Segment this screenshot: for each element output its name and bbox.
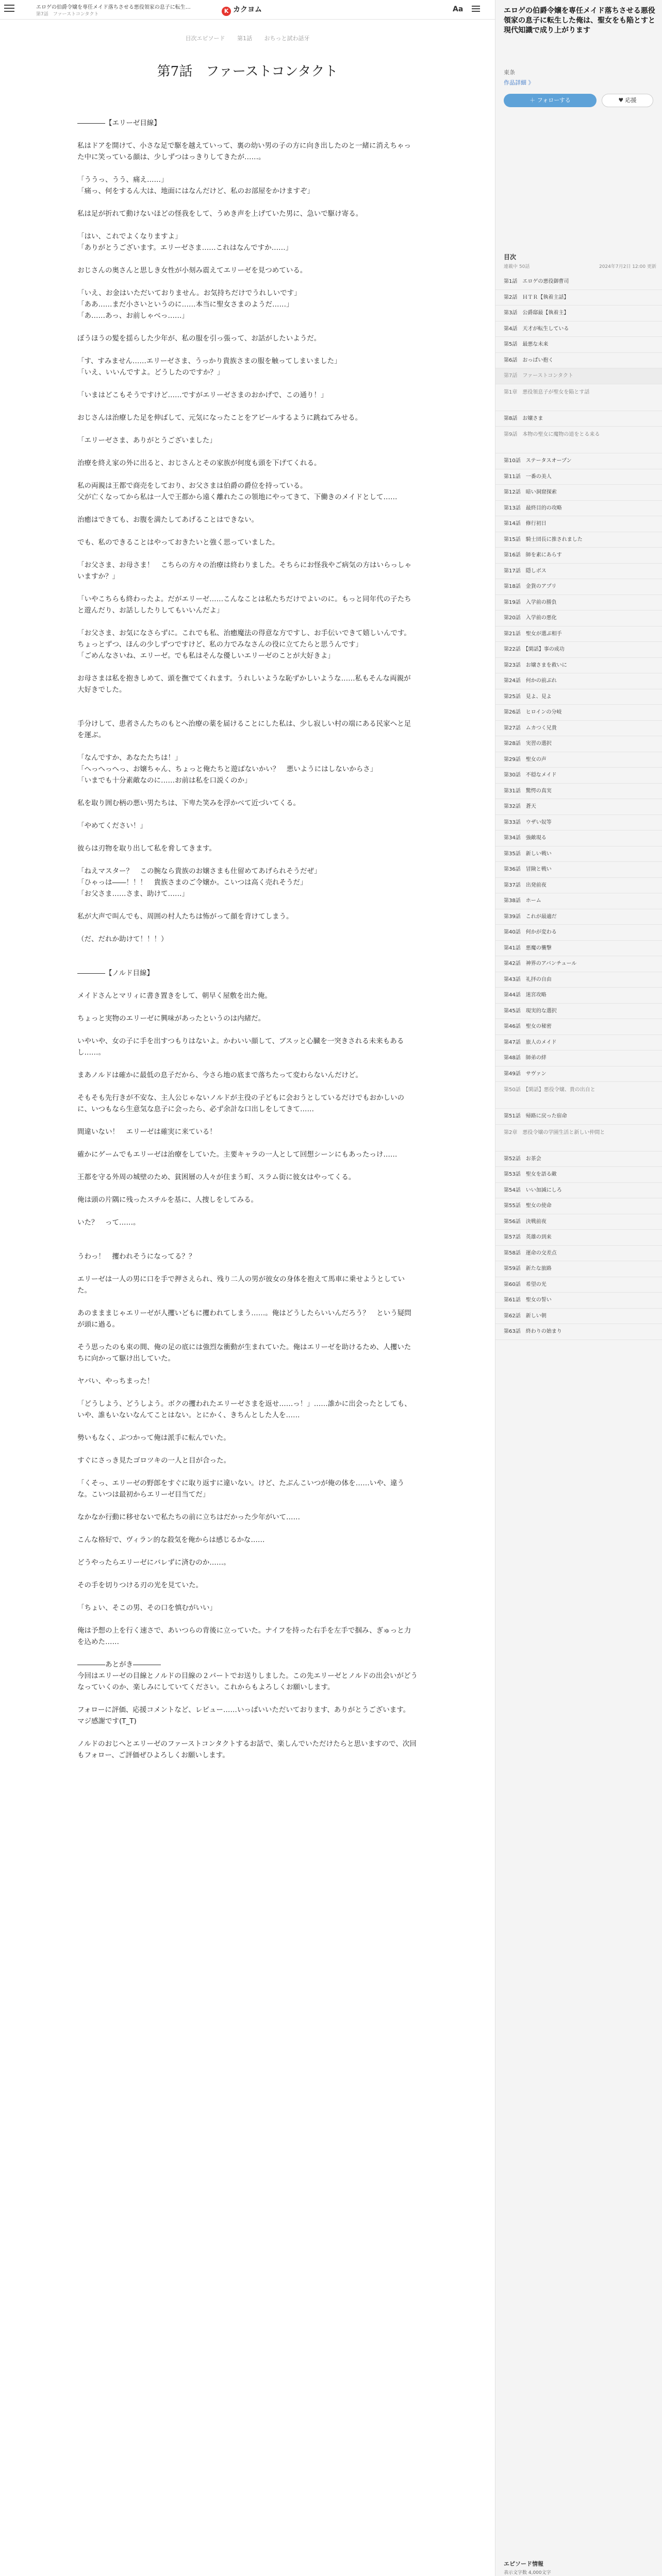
work-info-link[interactable]: 作品詳細 》 [504,79,534,86]
body-paragraph: 「なんですか、あなたたちは！」 [77,754,182,762]
episode-info-heading: エピソード情報 [504,2561,543,2567]
body-paragraph [77,129,418,140]
toc-episode-link[interactable]: 第2話 ＨＴＲ【執着主話】 [495,290,662,306]
body-paragraph [77,1727,418,1738]
body-paragraph: 「ひゃっは――！！！ 貴族さまのご令嬢か。こいつは高く売れそうだ」 [77,878,307,887]
body-paragraph: そもそも先行きが不安な、主人公じゃないノルドが主役の子どもに会おうとしているだけでもおかしいのに、いつもなら生意気な息子に会ったら、必ず余計な口出しをしてきて…… [77,1094,404,1113]
body-paragraph: マジ感謝です(T_T) [77,1717,137,1725]
body-paragraph [77,1160,418,1172]
breadcrumb-item[interactable]: おちっと試わ話牙 [264,35,310,42]
body-paragraph [77,163,418,174]
body-paragraph [77,446,418,457]
body-paragraph: ――――【エリーゼ目線】 [77,119,161,127]
toc-episode-link[interactable]: 第58話 運命の交差点 [495,1246,662,1262]
body-paragraph [77,219,418,231]
body-paragraph: 「ううっ、うう、痛え……」 [77,176,168,184]
body-paragraph: 私が大声で叫んでも、周囲の村人たちは怖がって顔を背けてしまう。 [77,912,293,921]
site-logo[interactable] [222,4,262,16]
body-paragraph [77,786,418,798]
toc-episode-link[interactable]: 第62話 新しい朝 [495,1309,662,1325]
toc-list [495,274,662,1340]
body-paragraph: 「へっへっへっ、お嬢ちゃん、ちょっと俺たちと遊ばないかい？ 悪いようにはしないからさ」 [77,765,377,773]
episode-title: 第7話 ファーストコンタクト [157,64,338,79]
body-paragraph [77,526,418,537]
body-paragraph: いやいや、女の子に手を出すつもりはないよ。かわいい顔して、ブスッと心臓を一突きされる未来もあるし……。 [77,1037,404,1057]
toc-meta-updated: 2024年7月2日 12:00 更新 [599,264,656,269]
header-episode-label: 第7話 ファーストコンタクト [36,12,99,17]
body-paragraph [77,1058,418,1070]
body-paragraph: 勢いもなく、ぶつかって俺は派手に転んでいた。 [77,1434,230,1442]
toc-episode-link[interactable]: 第4話 天才が転生している [495,321,662,337]
sidebar [495,0,662,2576]
body-paragraph [77,276,418,287]
toc-episode-link[interactable]: 第37話 出発前夜 [495,878,662,894]
body-paragraph: 「いえ、いいんですよ。どうしたのですか？」 [77,368,224,377]
toc-episode-link[interactable]: 第48話 師弟の絆 [495,1050,662,1066]
body-paragraph [77,1206,418,1217]
toc-episode-link[interactable]: 第9話 本物の聖女に魔物の道をとる来る [495,427,662,453]
toc-episode-link[interactable]: 第14話 修行初日 [495,516,662,532]
body-paragraph: 「ありがとうございます。エリーゼさま……これはなんですか……」 [77,244,293,252]
body-paragraph: 「お父さま、お気になさらずに。これでも私、治癒魔法の得意な方ですし、お手伝いできて嬉しいんです。ちょっとずつ、ほんの少しずつですけど、私の力でみなさんの役に立てたらと思うんです」 [77,629,411,649]
toc-episode-link[interactable]: 第12話 暗い洞窟探索 [495,485,662,501]
toc-episode-link[interactable]: 第31話 驚愕の真実 [495,784,662,800]
body-paragraph: 「どうしよう、どうしよう。ボクの攫われたエリーゼさまを返せ……っ！」……誰かに出会ったとしても、いや、誰もいないなんてことはない。とにかく、きちんとした人を…… [77,1400,411,1419]
episode-info [504,2570,656,2576]
body-paragraph [77,1364,418,1376]
body-paragraph [77,321,418,333]
toc-episode-link[interactable]: 第60話 希望の光 [495,1277,662,1293]
body-paragraph: 私を取り囲む柄の悪い男たちは、下卑た笑みを浮かべて近づいてくる。 [77,799,300,807]
body-paragraph [77,1387,418,1398]
body-paragraph [77,741,418,752]
toc-episode-link[interactable]: 第49話 サヴァン [495,1066,662,1082]
toc-episode-link[interactable]: 第10話 ステータスオープン [495,453,662,469]
body-paragraph: おじさんは治療した足を伸ばして、元気になったことをアピールするように跳ねてみせる。 [77,414,362,422]
body-paragraph [77,1466,418,1478]
body-paragraph: 今回はエリーゼの目線とノルドの目線の２パートでお送りしました。この先エリーゼとノルドの出会いがどうなっていくのか、楽しみにしていてください。これからもよろしくお願いします。 [77,1672,418,1691]
toc-episode-link[interactable]: 第28話 実習の選択 [495,736,662,752]
toc-episode-link[interactable]: 第5話 最悪な未来 [495,337,662,353]
toc-meta-status: 連載中 50話 [504,264,530,269]
body-paragraph [77,1330,418,1342]
toc-episode-link[interactable]: 第52話 お茶会 [495,1151,662,1167]
body-paragraph [77,401,418,412]
toc-episode-link[interactable]: 第6話 おっぱい抱く [495,353,662,369]
body-paragraph [77,809,418,820]
body-paragraph: お母さまは私を抱きしめて、頭を撫でてくれます。うれしいような恥ずかしいような……私もそんな両親が大好きでした。 [77,674,411,694]
toc-episode-link[interactable]: 第57話 英雄の到来 [495,1230,662,1246]
body-paragraph: 「いまでも十分素敵なのに……お前は私を口説くのか」 [77,776,252,785]
body-paragraph: 私の両親は王都で商売をしており、お父さまは伯爵の爵位を持っている。 [77,482,307,490]
toc-episode-link[interactable]: 第21話 聖女が選ぶ相手 [495,626,662,642]
body-paragraph: 俺は予想の上を行く速さで、あいつらの背後に立っていた。ナイフを持った右手を左手で掴み、ぎゅっと力を込めた…… [77,1626,411,1646]
body-paragraph [77,1296,418,1308]
toc-episode-link[interactable]: 第32話 蒼天 [495,799,662,815]
body-paragraph [77,1444,418,1455]
body-paragraph: 手分けして、患者さんたちのもとへ治療の薬を届けることにした私は、少し寂しい村の端にある民家へと足を運ぶ。 [77,720,411,739]
body-paragraph: でも、私のできることはやっておきたいと強く思っていました。 [77,538,279,547]
body-paragraph: 「ごめんなさいね、エリーゼ。でも私はそんな優しいエリーゼのことが大好きよ」 [77,652,335,660]
body-paragraph [77,1648,418,1659]
body-paragraph [77,1693,418,1704]
toc-episode-link[interactable]: 第63話 終わりの始まり [495,1324,662,1340]
body-paragraph: 「やめてください！」 [77,822,147,830]
toc-episode-link[interactable]: 第27話 ムカつく兄貴 [495,721,662,737]
body-paragraph: 「はい、これでよくなりますよ」 [77,232,182,241]
toc-episode-link[interactable]: 第18話 金貨のアプリ [495,579,662,595]
toc-episode-link[interactable]: 第33話 ウザい奴等 [495,815,662,831]
body-paragraph: 「お父さま、お母さま！ こちらの方々の治療は終わりました。そちらにお怪我やご病気の方はいらっしゃいますか？」 [77,561,411,581]
body-paragraph: 「痛っ、何をするん大は、地面にはなんだけど、私のお部屋をかけますぞ」 [77,187,314,195]
top-header [0,0,495,20]
body-paragraph [77,197,418,208]
toc-episode-link[interactable]: 第26話 ヒロインの分岐 [495,705,662,721]
toc-episode-link[interactable]: 第51話 帰路に戻った宿命 [495,1109,662,1125]
body-paragraph: おじさんの奥さんと思しき女性が小刻み震えてエリーゼを見つめている。 [77,266,307,275]
body-paragraph: 王都を守る外周の城壁のため、貧困層の人々が住まう町、スラム街に彼女はやってくる。 [77,1173,356,1181]
toc-episode-link[interactable]: 第19話 入学前の勝負 [495,595,662,611]
body-paragraph: （だ、だれか助けて！！！） [77,935,168,943]
breadcrumb-item[interactable]: 第1話 [237,35,252,42]
body-paragraph: なかなか行動に移せないで私たちの前に立ちはだかった少年がいて…… [77,1513,300,1521]
body-paragraph [77,696,418,707]
body-paragraph: 「お父さま……さま、助けて……」 [77,890,189,898]
toc-episode-link[interactable]: 第3話 公爵邸最【執着主】 [495,306,662,321]
body-paragraph [77,662,418,673]
body-paragraph: 「いえ、お金はいただいておりません。お気持ちだけでうれしいです」 [77,289,301,297]
toc-episode-link[interactable]: 第47話 旅人のメイド [495,1035,662,1051]
body-paragraph: いた？ って……。 [77,1218,140,1227]
toc-episode-link[interactable]: 第61話 聖女の誓い [495,1293,662,1309]
body-paragraph [77,832,418,843]
body-paragraph: ちょっと実物のエリーゼに興味があったというのは内緒だ。 [77,1014,266,1023]
body-paragraph [77,423,418,435]
body-paragraph [77,378,418,389]
toc-episode-link[interactable]: 第23話 お嬢さまを救いに [495,658,662,674]
toc-episode-link[interactable]: 第36話 冒険と戦い [495,862,662,878]
toc-episode-link[interactable]: 第16話 師を素にあらす [495,548,662,564]
body-paragraph [77,1614,418,1625]
body-paragraph [77,616,418,628]
toc-episode-link[interactable]: 第45話 現実的な選択 [495,1004,662,1020]
body-paragraph: ノルドのおじへとエリーゼのファーストコンタクトするお話で、楽しんでいただけたらと思いますので、次回もフォロー、ご評価ぜひよろしくお願いします。 [77,1740,417,1759]
body-paragraph [77,979,418,990]
body-paragraph [77,1228,418,1240]
body-paragraph: ヤバい、やっちまった！ [77,1377,154,1385]
body-paragraph: 「いまはどこもそうですけど……ですがエリーゼさまのおかげで、この通り！」 [77,391,328,399]
toc-episode-link[interactable]: 第11話 一番の美人 [495,469,662,485]
body-paragraph [77,1240,418,1251]
body-paragraph [77,1024,418,1036]
body-paragraph [77,854,418,866]
body-paragraph: 「ああ……まだ小さいというのに……本当に聖女さまのようだ……」 [77,300,293,309]
sidebar-work-title[interactable]: エロゲの伯爵令嬢を専任メイド落ちさせる悪役領家の息子に転生した俺は、聖女をも陥とすと現代知識で成り上がります [504,7,655,35]
toc-episode-link[interactable]: 第8話 お嬢さま [495,411,662,427]
font-size-button[interactable]: Aa [453,5,464,13]
toc-episode-link[interactable]: 第25話 見よ、見よ [495,689,662,705]
body-paragraph: 「す、すみません……エリーゼさま、うっかり貴族さまの服を触ってしまいました」 [77,357,341,365]
body-paragraph [77,1138,418,1149]
body-paragraph: フォローに評価、応援コメントなど、レビュー……いっぱいいただいております、ありがとうございます。 [77,1706,410,1714]
toc-episode-link[interactable]: 第34話 強敵現る [495,831,662,846]
body-paragraph: 治癒はできても、お腹を満たしてあげることはできない。 [77,516,258,524]
cheer-work-button[interactable]: ♥ 応援 [602,94,653,107]
toc-episode-link[interactable]: 第7話 ファーストコンタクト [495,368,662,384]
body-paragraph: その手を切りつける刃の光を見ていた。 [77,1581,203,1589]
episode-body [77,117,418,1761]
body-paragraph: 「あ……あっ、お前しゃべっ……」 [77,312,189,320]
breadcrumb-item[interactable]: 目次エピソード [185,35,225,42]
header-work-title[interactable]: エロゲの伯爵令嬢を専任メイド落ちさせる悪役領家の息子に転生… [36,5,191,10]
body-paragraph [77,945,418,956]
body-paragraph [77,1262,418,1274]
body-paragraph [77,344,418,355]
body-paragraph: 父が亡くなってから私は一人で王都から遠く離れたこの領地にやってきて、下働きのメイドとして…… [77,493,398,501]
body-paragraph: うわっ！ 攫われそうになってる？？ [77,1252,196,1261]
body-paragraph [77,922,418,934]
body-paragraph [77,1568,418,1580]
body-paragraph [77,1002,418,1013]
body-paragraph: ――――あとがき―――― [77,1660,161,1669]
body-paragraph: 「ちょい、そこの男、その口を慎むがいい」 [77,1604,217,1612]
toc-episode-link[interactable]: 第35話 新しい戦い [495,846,662,862]
body-paragraph: 「くそっ、エリーゼの野郎をすぐに取り返すに違いない。けど、たぶんこいつが俺の体を……いや、違うな。こいつは最初からエリーゼ目当てだ」 [77,1479,404,1499]
toc-episode-link[interactable]: 第39話 これが最適だ [495,909,662,925]
body-paragraph [77,1500,418,1512]
body-paragraph: エリーゼは一人の男に口を手で押さえられ、残り二人の男が彼女の身体を抱えて馬車に乗せようとしていた。 [77,1275,405,1295]
body-paragraph [77,1421,418,1432]
body-paragraph: ――――【ノルド目線】 [77,969,154,977]
toc-episode-link[interactable]: 第43話 礼拝の自由 [495,972,662,988]
body-paragraph [77,1115,418,1126]
menu-icon[interactable] [4,5,14,13]
body-paragraph: あのまままじゃエリーゼが人攫いどもに攫われてしまう……。俺はどうしたらいいんだろう？ という疑問が頭に過る。 [77,1309,411,1329]
toc-episode-link[interactable]: 第22話 【閑話】事の成功 [495,642,662,658]
toc-episode-link[interactable]: 第20話 入学前の悪化 [495,611,662,626]
breadcrumb [0,34,495,42]
toc-episode-link[interactable]: 第46話 聖女の秘密 [495,1019,662,1035]
toc-list-icon[interactable] [472,6,480,13]
toc-episode-link[interactable]: 第1章 悪役領息子が聖女を陥とす話 [495,384,662,411]
body-paragraph [77,1081,418,1092]
follow-button[interactable]: ＋ フォローする [504,94,597,107]
body-paragraph: 俺は頭の片隅に残ったスチルを基に、人捜しをしてみる。 [77,1196,258,1204]
toc-episode-link[interactable]: 第29話 聖女の声 [495,752,662,768]
toc-heading: 目次 [504,253,517,261]
body-paragraph: 私は足が折れて動けないほどの怪我をして、うめき声を上げていた男に、急いで駆け寄る。 [77,210,363,218]
body-paragraph [77,900,418,911]
episode-info-line: 表示文字数 4,000文字 [504,2570,551,2575]
toc-episode-link[interactable]: 第41話 悪魔の襲撃 [495,941,662,957]
toc-episode-link[interactable]: 第40話 何かが変わる [495,925,662,941]
body-paragraph: まあノルドは確かに最低の息子だから、今さら地の底まで落ちたって変わらないんだけど。 [77,1071,362,1079]
toc-episode-link[interactable]: 第17話 隠しボス [495,564,662,580]
body-paragraph [77,548,418,560]
body-paragraph: 私はドアを開けて、小さな足で駆を越えていって、裏の幼い男の子の方に向き出したのと一緒に消えちゃった中に笑っている顔は、少しずつはっきりしてきたが……。 [77,142,411,161]
toc-meta [504,263,656,269]
toc-episode-link[interactable]: 第54話 いい加減にしろ [495,1183,662,1199]
toc-episode-link[interactable]: 第44話 迷宮攻略 [495,988,662,1004]
body-paragraph [77,1183,418,1194]
toc-episode-link[interactable]: 第38話 ホーム [495,893,662,909]
toc-episode-link[interactable]: 第53話 聖女を語る敵 [495,1167,662,1183]
body-paragraph: 彼らは刃物を取り出して私を脅してきます。 [77,844,216,853]
body-paragraph: ぼうほうの髪を揺らした少年が、私の服を引っ張って、お話がしたいようだ。 [77,334,321,343]
body-paragraph [77,503,418,514]
body-paragraph [77,469,418,480]
body-paragraph [77,707,418,718]
body-paragraph: 「エリーゼさま、ありがとうございました」 [77,436,217,445]
body-paragraph: すぐにさっき見たゴロツキの一人と目が合った。 [77,1456,230,1465]
toc-episode-link[interactable]: 第13話 最終目的の攻略 [495,501,662,517]
body-paragraph: メイドさんとマリィに書き置きをして、朝早く屋敷を出た俺。 [77,992,272,1000]
body-paragraph [77,1546,418,1557]
toc-episode-link[interactable]: 第59話 新たな旅路 [495,1261,662,1277]
body-paragraph: 「ねえマスター？ この腕なら貴族のお嬢さまも仕留めてあげられそうだぜ」 [77,867,321,875]
body-paragraph [77,1523,418,1534]
logo-mark-icon: K [222,7,231,16]
body-paragraph: 確かにゲームでもエリーゼは治療をしていた。主要キャラの一人として回想シーンにもあったっけ…… [77,1150,398,1159]
body-paragraph [77,253,418,265]
toc-chapter-heading[interactable]: 第2章 悪役令嬢の学園生活と新しい仲間と [495,1125,662,1151]
logo-text: カクヨム [233,6,262,14]
body-paragraph: こんな格好で、ヴィラン的な殺気を俺からは感じるかな…… [77,1536,265,1544]
toc-episode-link[interactable]: 第24話 何かの前ぶれ [495,673,662,689]
toc-episode-link[interactable]: 第50話 【閑話】悪役令嬢、貴の出自と [495,1082,662,1109]
body-paragraph: 治療を終え家の外に出ると、おじさんとその家族が何度も頭を下げてくれる。 [77,459,321,467]
toc-episode-link[interactable]: 第1話 エロゲの悪役御曹司 [495,274,662,290]
body-paragraph [77,956,418,968]
body-paragraph [77,582,418,594]
body-paragraph: どうやったらエリーゼにバレずに済むのか……。 [77,1558,230,1567]
toc-episode-link[interactable]: 第55話 聖女の使命 [495,1198,662,1214]
toc-episode-link[interactable]: 第15話 騎士団長に推されました [495,532,662,548]
body-paragraph: 「いやこちらも終わったよ。だがエリーゼ……こんなことは私たちだけでよいのに。もっと同年代の子たちと遊んだり、お話ししたりしてもいいんだよ」 [77,595,411,615]
body-paragraph: そう思ったのも束の間、俺の足の底には強烈な衝動が生まれていた。俺はエリーゼを助けるため、人攫いたちに向かって駆け出していた。 [77,1343,411,1363]
toc-episode-link[interactable]: 第30話 不穏なメイド [495,768,662,784]
body-paragraph: 間違いない！ エリーゼは確実に来ている！ [77,1128,217,1136]
toc-episode-link[interactable]: 第56話 決戦前夜 [495,1214,662,1230]
toc-episode-link[interactable]: 第42話 神界のアバンチュール [495,956,662,972]
sidebar-author[interactable]: 東条 [504,69,515,76]
body-paragraph [77,1591,418,1602]
